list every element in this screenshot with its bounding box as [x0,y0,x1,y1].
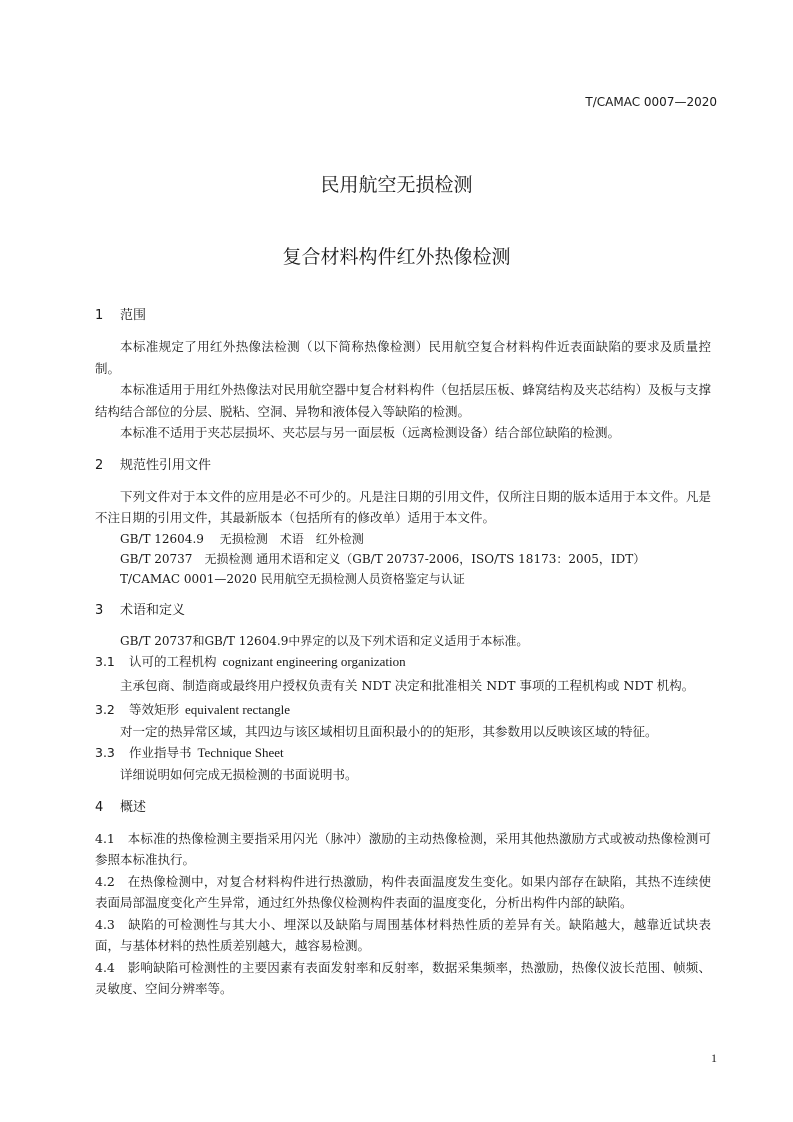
term-number: 3.1 [95,653,115,669]
document-body [95,306,711,1000]
term-name-en: cognizant engineering organization [222,653,406,669]
paragraph: 本标准不适用于夹芯层损坏、夹芯层与另一面层板（远离检测设备）结合部位缺陷的检测。 [120,425,621,440]
section-title: 规范性引用文件 [120,457,212,473]
term-definition: 详细说明如何完成无损检测的书面说明书。 [120,767,358,782]
term-definition: 对一定的热异常区域，其四边与该区域相切且面积最小的的矩形，其参数用以反映该区域的特征。 [120,723,658,739]
document-title-main: 民用航空无损检测 [320,174,473,196]
term-name-en: Technique Sheet [197,745,284,760]
section-title: 概述 [120,799,147,815]
clause-paragraph: 4.3 缺陷的可检测性与其大小、埋深以及缺陷与周围基体材料热性质的差异有关。缺陷越大，越靠近试块表面，与基体材料的热性质差别越大，越容易检测。 [95,916,711,953]
paragraph: 下列文件对于本文件的应用是必不可少的。凡是注日期的引用文件，仅所注日期的版本适用于本文件。凡是不注日期的引用文件，其最新版本（包括所有的修改单）适用于本文件。 [95,488,711,525]
page-number: 1 [711,1051,717,1065]
term-number: 3.2 [95,701,115,717]
section-number: 1 [95,308,104,323]
term-heading [95,699,711,721]
section-title: 术语和定义 [120,602,186,618]
paragraph: 本标准适用于用红外热像法对民用航空器中复合材料构件（包括层压板、蜂窝结构及夹芯结构）及板与支撑结构结合部位的分层、脱粘、空洞、异物和液体侵入等缺陷的检测。 [95,382,711,419]
section-number: 4 [95,799,104,815]
section-heading-normative-references [95,456,711,476]
term-name-zh: 作业指导书 [129,745,192,760]
section-title: 范围 [120,308,147,323]
standard-number: T/CAMAC 0007—2020 [585,95,717,109]
clause-paragraph: 4.2 在热像检测中，对复合材料构件进行热激励，构件表面温度发生变化。如果内部存在缺陷，其热不连续使表面局部温度变化产生异常，通过红外热像仪检测构件表面的温度变化，分析出构件内部的缺陷。 [95,873,711,910]
clause-paragraph: 4.1 本标准的热像检测主要指采用闪光（脉冲）激励的主动热像检测，采用其他热激励方式或被动热像检测可参照本标准执行。 [95,830,711,867]
paragraph: 本标准规定了用红外热像法检测（以下简称热像检测）民用航空复合材料构件近表面缺陷的要求及质量控制。 [95,339,711,376]
reference-item: GB/T 12604.9 无损检测 术语 红外检测 [120,531,364,546]
section-heading-scope [95,306,711,326]
section-number: 3 [95,602,104,618]
clause-paragraph: 4.4 影响缺陷可检测性的主要因素有表面发射率和反射率，数据采集频率，热激励，热像仪波长范围、帧频、灵敏度、空间分辨率等。 [95,959,711,996]
paragraph: GB/T 20737和GB/T 12604.9中界定的以及下列术语和定义适用于本标准。 [120,633,529,648]
term-name-en: equivalent rectangle [185,701,291,717]
term-name-zh: 认可的工程机构 [129,653,217,669]
term-name-zh: 等效矩形 [129,701,180,717]
term-heading [95,651,711,673]
term-heading [95,742,711,764]
reference-item: GB/T 20737 无损检测 通用术语和定义（GB/T 20737-2006，ISO/TS 18173：2005，IDT） [120,551,646,566]
document-title-sub: 复合材料构件红外热像检测 [282,246,511,268]
section-heading-terms [95,601,711,621]
section-heading-overview [95,798,711,818]
reference-item: T/CAMAC 0001—2020 民用航空无损检测人员资格鉴定与认证 [120,571,465,586]
term-definition: 主承包商、制造商或最终用户授权负责有关 NDT 决定和批准相关 NDT 事项的工程机构或 NDT 机构。 [120,677,695,693]
section-number: 2 [95,457,104,473]
term-number: 3.3 [95,745,115,760]
